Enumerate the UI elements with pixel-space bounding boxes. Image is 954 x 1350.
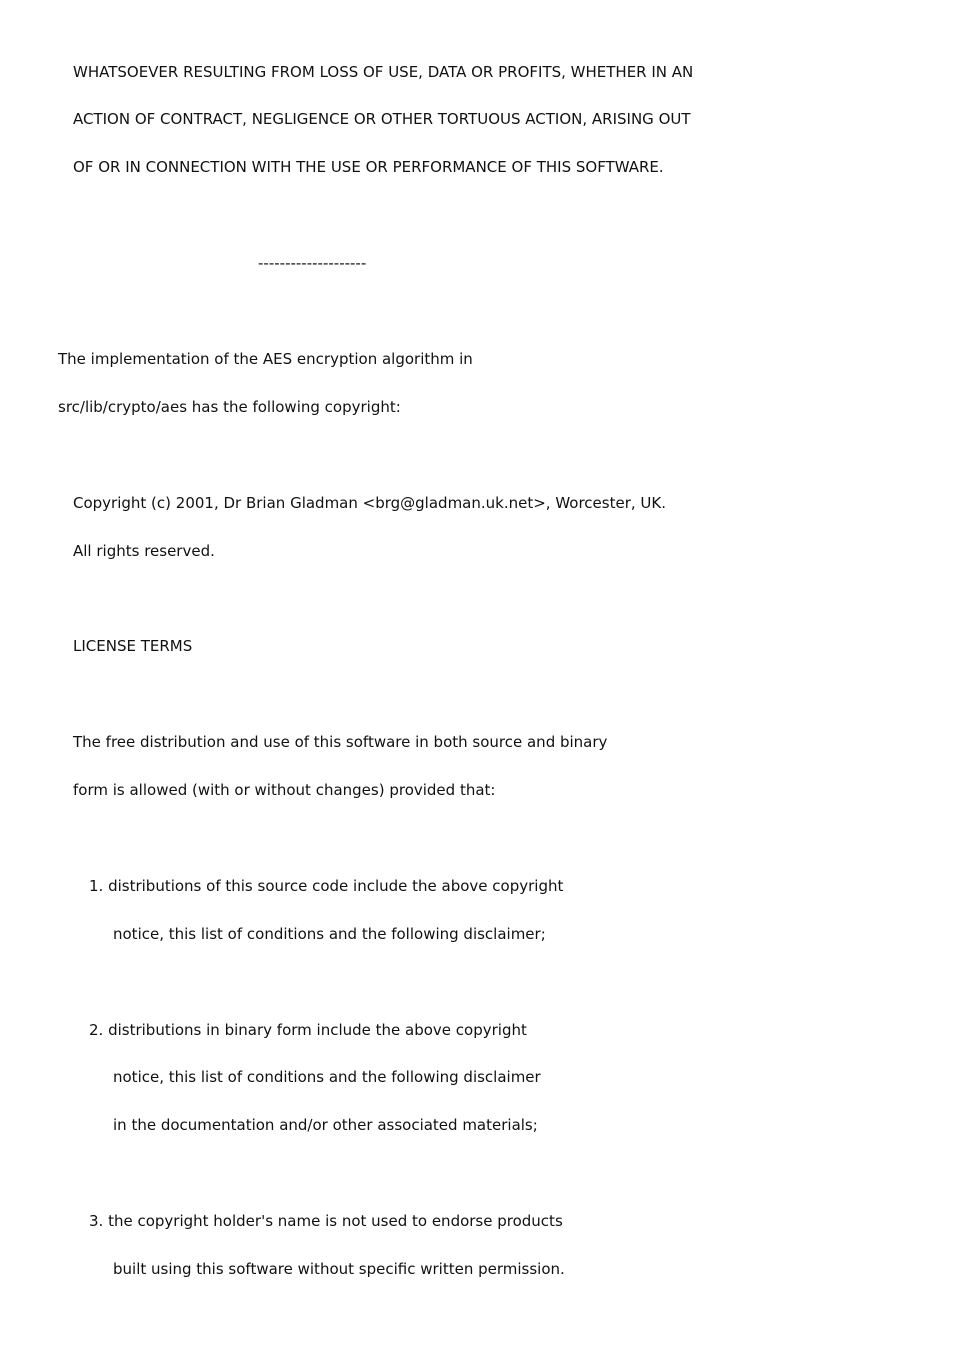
condition-3-line-1: 3. the copyright holder's name is not used to endorse products — [89, 1212, 563, 1230]
aes-intro-line-1: The implementation of the AES encryption algorithm in — [58, 350, 473, 368]
section-separator: -------------------- — [258, 254, 367, 272]
copyright-line: Copyright (c) 2001, Dr Brian Gladman <brg@gladman.uk.net>, Worcester, UK. — [73, 494, 666, 512]
condition-3-line-2: built using this software without specific written permission. — [113, 1260, 565, 1278]
disclaimer-line-2: ACTION OF CONTRACT, NEGLIGENCE OR OTHER TORTUOUS ACTION, ARISING OUT — [73, 110, 691, 128]
condition-2-line-3: in the documentation and/or other associated materials; — [113, 1116, 538, 1134]
aes-intro-line-2: src/lib/crypto/aes has the following copyright: — [58, 398, 401, 416]
condition-1-line-2: notice, this list of conditions and the following disclaimer; — [113, 925, 546, 943]
condition-2-line-2: notice, this list of conditions and the following disclaimer — [113, 1068, 541, 1086]
license-intro-line-1: The free distribution and use of this software in both source and binary — [73, 733, 608, 751]
license-terms-heading: LICENSE TERMS — [73, 637, 193, 655]
rights-reserved-line: All rights reserved. — [73, 542, 215, 560]
condition-2-line-1: 2. distributions in binary form include the above copyright — [89, 1021, 527, 1039]
disclaimer-line-3: OF OR IN CONNECTION WITH THE USE OR PERFORMANCE OF THIS SOFTWARE. — [73, 158, 664, 176]
disclaimer-line-1: WHATSOEVER RESULTING FROM LOSS OF USE, DATA OR PROFITS, WHETHER IN AN — [73, 63, 694, 81]
condition-1-line-1: 1. distributions of this source code include the above copyright — [89, 877, 564, 895]
license-intro-line-2: form is allowed (with or without changes) provided that: — [73, 781, 496, 799]
